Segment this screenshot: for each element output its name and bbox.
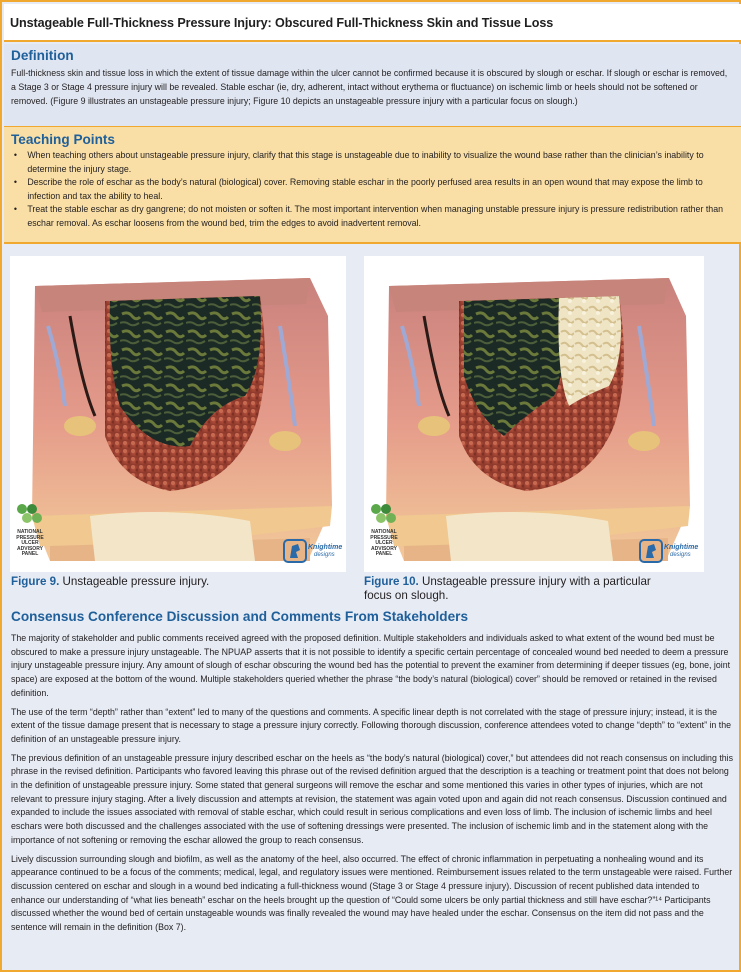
figure-9-caption-text: Unstageable pressure injury.	[59, 575, 210, 588]
npuap-logo-text: NATIONAL PRESSURE ULCER ADVISORY PANEL	[370, 529, 398, 558]
page-title: Unstageable Full-Thickness Pressure Injury: Obscured Full-Thickness Skin and Tissue Loss	[10, 16, 554, 30]
npuap-logo	[366, 502, 402, 576]
list-item	[11, 176, 733, 203]
consensus-paragraph: The use of the term “depth” rather than “extent” led to many of the questions and comments. A specific linear depth is not correlated with the stage of pressure injury; instead, it is the extent of the tissue damage present that is necessary to stage a pressure injury correctly. Following thorough discussion, conference attendees voted to change “depth” to “extent” in the definition of an unstageable pressure injury.	[11, 706, 732, 744]
knightime-logo	[638, 538, 704, 566]
teaching-points-list	[11, 149, 734, 230]
teaching-points-heading: Teaching Points	[11, 132, 115, 147]
figure-9-label: Figure 9.	[11, 575, 60, 588]
knightime-logo-name: Knightime	[664, 544, 699, 551]
figure-10-caption-text: Unstageable pressure injury with a particular focus on slough.	[364, 575, 651, 602]
knightime-logo-name: Knightime	[308, 544, 343, 551]
npuap-logo-text: NATIONAL PRESSURE ULCER ADVISORY PANEL	[16, 529, 44, 558]
teaching-point-text: When teaching others about unstageable pressure injury, clarify that this stage is unstageable due to inability to visualize the wound base rather than the clinician’s inability to determine the injury stage.	[27, 150, 704, 174]
consensus-heading: Consensus Conference Discussion and Comments From Stakeholders	[11, 609, 469, 624]
definition-heading: Definition	[11, 48, 74, 63]
definition-section	[4, 44, 741, 126]
definition-text: Full-thickness skin and tissue loss in which the extent of tissue damage within the ulcer cannot be confirmed because it is obscured by slough or eschar. If slough or eschar is removed, a Stage 3 or Stage 4 pressure injury will be revealed. Stable eschar (ie, dry, adherent, intact without erythema or fluctuance) on ischemic limb or heels should not be softened or removed. (Figure 9 illustrates an unstageable pressure injury; Figure 10 depicts an unstageable pressure injury with a particular focus on slough.)	[11, 68, 728, 106]
consensus-paragraph: The majority of stakeholder and public comments received agreed with the proposed definition. Multiple stakeholders and individuals asked to what extent of the wound bed must be obscured to make a pressure injury unstageable. The NPUAP asserts that it is not possible to identify a specific certain percentage of concealed wound bed needed to deem a pressure injury unstageable pressure injury. Any amount of slough of eschar obscuring the wound bed has the potential to prevent the examiner from determining if deeper tissues (eg, bone, joint space) are exposed at the bottom of the wound. Multiple stakeholders queried whether the phrase “the body’s natural (biological) cover” should be removed or retained in the revised definition.	[11, 633, 731, 698]
knightime-logo-sub: designs	[314, 552, 335, 558]
bullet-icon: •	[13, 150, 17, 160]
npuap-logo	[12, 502, 48, 576]
list-item	[11, 149, 733, 176]
figure-9-image	[10, 256, 346, 572]
figure-10-label: Figure 10.	[364, 575, 419, 588]
list-item	[11, 203, 733, 230]
consensus-section	[11, 632, 735, 940]
title-bar	[4, 4, 741, 42]
knightime-logo-sub: designs	[670, 552, 691, 558]
figure-9-caption	[11, 575, 341, 589]
consensus-paragraph: The previous definition of an unstageable pressure injury described eschar on the heels as “the body’s natural (biological) cover,” but attendees did not reach consensus on including this phrase in the revised definition. Participants who favored leaving this phrase out of the revised definition argued that the description is a teaching or treatment point that does not belong in the definition of unstageable pressure injury. Some stated that general surgeons will remove the eschar and some mentioned this varies in other types of injuries, which are not relevant to pressure injury staging. After a lively discussion and attempts at revision, the statement was again voted upon and again did not reach consensus. Discussion continued and expanded to include the issues associated with removal of stable eschar, which could result in serious complications and even loss of limb. The inclusion of ischemic limbs and heel eschars were both discussed and the challenges associated with the use of softening dressings were presented. The inclusion of ischemic limb and in the statement along with the importance of not softening or removing the eschar allowed the group to reach consensus.	[11, 752, 734, 845]
teaching-point-text: Treat the stable eschar as dry gangrene; do not moisten or soften it. The most important intervention when managing unstable pressure injury is pressure redistribution rather than eschar removal. As eschar loosens from the wound bed, trim the edges to avoid inadvertent removal.	[27, 204, 724, 228]
consensus-paragraph: Lively discussion surrounding slough and biofilm, as well as the anatomy of the heel, also occurred. The effect of chronic inflammation in perpetuating a nonhealing wound and its appearance continued to be a focus of the comments; medical, legal, and regulatory issues were mentioned. Reimbursement issues related to the term unstageable were raised. Further discussion centered on eschar and slough in a wound bed indicating a full-thickness wound (Stage 3 or Stage 4 pressure injury). Discussion of recent published data intended to enhance our understanding of “what lies beneath” eschar on the heels brought up the question of “Could some ulcers be only partial thickness and still have eschar?”¹⁴ Participants discussed whether the wound bed of certain unstageable wounds was finally revealed the wound may have healed under the eschar. Consensus on the item did not pass and the sentence will remain in the definition (Box 7).	[11, 853, 733, 933]
figure-10-image	[364, 256, 704, 572]
bullet-icon: •	[13, 177, 17, 187]
bullet-icon: •	[13, 204, 17, 214]
figure-10-caption	[364, 575, 664, 603]
teaching-point-text: Describe the role of eschar as the body’s natural (biological) cover. Removing stable eschar in the poorly perfused area results in an open wound that may expose the limb to infection and tax the ability to heal.	[27, 177, 703, 201]
teaching-points-section	[4, 126, 741, 244]
knightime-logo	[282, 538, 348, 566]
